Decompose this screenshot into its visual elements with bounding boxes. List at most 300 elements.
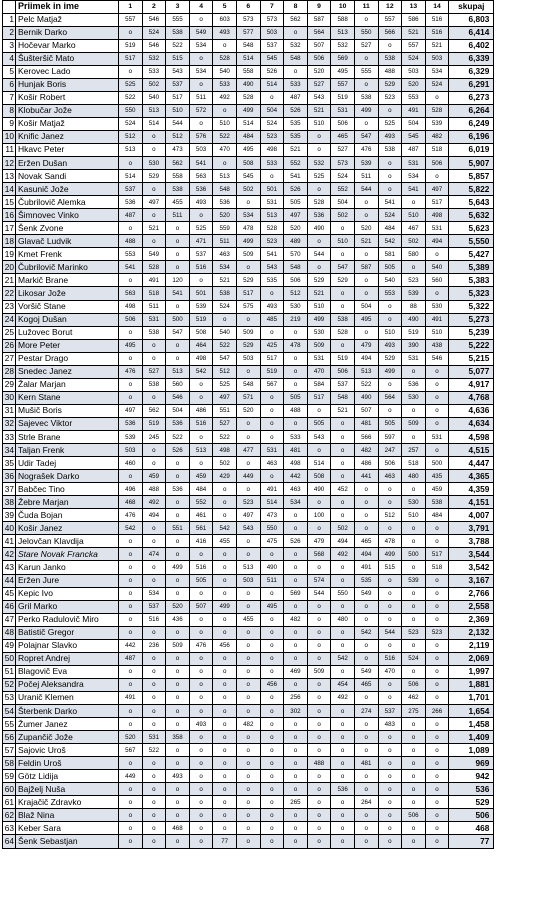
score-cell-round-14[interactable]: 539 (425, 117, 449, 130)
row-number[interactable]: 31 (3, 404, 16, 417)
score-cell-round-2[interactable]: 516 (142, 613, 166, 626)
score-cell-round-7[interactable]: 531 (260, 444, 284, 457)
total-cell[interactable]: 5,643 (449, 196, 494, 209)
score-cell-round-12[interactable]: 542 (378, 235, 402, 248)
score-cell-round-12[interactable]: 537 (378, 704, 402, 717)
score-cell-round-7[interactable]: 528 (260, 222, 284, 235)
score-cell-round-5[interactable]: o (213, 626, 237, 639)
score-cell-round-6[interactable]: o (236, 431, 260, 444)
table-row[interactable] (3, 678, 494, 691)
score-cell-round-8[interactable]: 442 (284, 470, 308, 483)
row-number[interactable]: 42 (3, 548, 16, 561)
score-cell-round-7[interactable]: o (260, 691, 284, 704)
player-name-cell[interactable]: Novak Sandi (16, 170, 119, 183)
score-cell-round-9[interactable]: 470 (307, 365, 331, 378)
score-cell-round-3[interactable]: o (166, 339, 190, 352)
score-cell-round-14[interactable]: 484 (425, 509, 449, 522)
score-cell-round-3[interactable]: o (166, 457, 190, 470)
score-cell-round-4[interactable]: 537 (189, 248, 213, 261)
score-cell-round-6[interactable]: 523 (236, 496, 260, 509)
score-cell-round-11[interactable]: o (354, 718, 378, 731)
score-cell-round-3[interactable]: o (166, 835, 190, 848)
score-cell-round-13[interactable]: 491 (402, 104, 426, 117)
score-cell-round-1[interactable]: o (119, 718, 143, 731)
score-cell-round-6[interactable]: o (236, 783, 260, 796)
score-cell-round-3[interactable]: 538 (166, 26, 190, 39)
header-round-14[interactable]: 14 (425, 1, 449, 14)
score-cell-round-1[interactable]: o (119, 835, 143, 848)
score-cell-round-6[interactable]: 529 (236, 339, 260, 352)
score-cell-round-11[interactable]: 507 (354, 404, 378, 417)
score-cell-round-9[interactable]: o (307, 704, 331, 717)
score-cell-round-7[interactable]: o (260, 757, 284, 770)
score-cell-round-10[interactable]: 502 (331, 522, 355, 535)
score-cell-round-9[interactable]: 536 (307, 209, 331, 222)
header-round-7[interactable]: 7 (260, 1, 284, 14)
score-cell-round-10[interactable]: 557 (331, 78, 355, 91)
score-cell-round-8[interactable]: 548 (284, 261, 308, 274)
total-cell[interactable]: 969 (449, 757, 494, 770)
score-cell-round-3[interactable]: o (166, 678, 190, 691)
score-cell-round-3[interactable]: 120 (166, 274, 190, 287)
player-name-cell[interactable]: Jelovčan Klavdija (16, 535, 119, 548)
score-cell-round-7[interactable]: o (260, 718, 284, 731)
row-number[interactable]: 24 (3, 313, 16, 326)
score-cell-round-7[interactable]: 485 (260, 313, 284, 326)
row-number[interactable]: 6 (3, 78, 16, 91)
score-cell-round-1[interactable]: 460 (119, 457, 143, 470)
score-cell-round-7[interactable]: 490 (260, 561, 284, 574)
score-cell-round-6[interactable]: 449 (236, 470, 260, 483)
score-cell-round-7[interactable]: 501 (260, 183, 284, 196)
score-cell-round-9[interactable]: 530 (307, 326, 331, 339)
score-cell-round-4[interactable]: 552 (189, 496, 213, 509)
score-cell-round-13[interactable]: 506 (402, 809, 426, 822)
score-cell-round-10[interactable]: o (331, 574, 355, 587)
score-cell-round-5[interactable]: o (213, 770, 237, 783)
score-cell-round-4[interactable]: o (189, 770, 213, 783)
score-cell-round-4[interactable]: o (189, 731, 213, 744)
score-cell-round-6[interactable]: 478 (236, 222, 260, 235)
score-cell-round-6[interactable]: 520 (236, 404, 260, 417)
score-cell-round-7[interactable]: o (260, 731, 284, 744)
row-number[interactable]: 33 (3, 431, 16, 444)
score-cell-round-5[interactable]: 511 (213, 235, 237, 248)
score-cell-round-2[interactable]: 513 (142, 104, 166, 117)
score-cell-round-5[interactable]: 547 (213, 352, 237, 365)
table-row[interactable] (3, 157, 494, 170)
player-name-cell[interactable]: Taljan Frenk (16, 444, 119, 457)
score-cell-round-6[interactable]: 495 (236, 143, 260, 156)
score-cell-round-5[interactable]: 499 (213, 600, 237, 613)
player-name-cell[interactable]: Pelc Matjaž (16, 13, 119, 26)
player-name-cell[interactable]: Eržen Dušan (16, 157, 119, 170)
score-cell-round-9[interactable]: o (307, 691, 331, 704)
row-number[interactable]: 48 (3, 626, 16, 639)
score-cell-round-3[interactable]: 522 (166, 431, 190, 444)
score-cell-round-1[interactable]: o (119, 796, 143, 809)
row-number[interactable]: 36 (3, 470, 16, 483)
score-cell-round-7[interactable]: 524 (260, 117, 284, 130)
score-cell-round-11[interactable]: o (354, 783, 378, 796)
total-cell[interactable]: 3,167 (449, 574, 494, 587)
score-cell-round-10[interactable]: o (331, 470, 355, 483)
score-cell-round-8[interactable]: o (284, 548, 308, 561)
total-cell[interactable]: 5,077 (449, 365, 494, 378)
score-cell-round-2[interactable]: o (142, 665, 166, 678)
score-cell-round-9[interactable]: o (307, 613, 331, 626)
score-cell-round-12[interactable]: 538 (378, 143, 402, 156)
total-cell[interactable]: 6,273 (449, 91, 494, 104)
score-cell-round-11[interactable]: 539 (354, 157, 378, 170)
score-cell-round-10[interactable]: o (331, 248, 355, 261)
score-cell-round-12[interactable]: 463 (378, 470, 402, 483)
score-cell-round-12[interactable]: 541 (378, 196, 402, 209)
table-row[interactable] (3, 13, 494, 26)
score-cell-round-6[interactable]: 545 (236, 170, 260, 183)
score-cell-round-8[interactable]: o (284, 561, 308, 574)
score-cell-round-13[interactable]: o (402, 744, 426, 757)
total-cell[interactable]: 468 (449, 822, 494, 835)
score-cell-round-5[interactable]: o (213, 574, 237, 587)
score-cell-round-9[interactable]: 528 (307, 196, 331, 209)
score-cell-round-2[interactable]: 531 (142, 313, 166, 326)
score-cell-round-13[interactable]: o (402, 796, 426, 809)
player-name-cell[interactable]: Likosar Jože (16, 287, 119, 300)
score-cell-round-1[interactable]: o (119, 26, 143, 39)
score-cell-round-6[interactable]: o (236, 600, 260, 613)
score-cell-round-9[interactable]: 509 (307, 665, 331, 678)
score-cell-round-13[interactable]: 536 (402, 378, 426, 391)
score-cell-round-1[interactable]: 541 (119, 261, 143, 274)
score-cell-round-12[interactable]: o (378, 783, 402, 796)
row-number[interactable]: 51 (3, 665, 16, 678)
score-cell-round-1[interactable]: 487 (119, 209, 143, 222)
score-cell-round-12[interactable]: 515 (378, 561, 402, 574)
score-cell-round-6[interactable]: 509 (236, 326, 260, 339)
score-cell-round-4[interactable]: 511 (189, 91, 213, 104)
score-cell-round-7[interactable]: 550 (260, 522, 284, 535)
score-cell-round-2[interactable]: 531 (142, 731, 166, 744)
total-cell[interactable]: 5,389 (449, 261, 494, 274)
score-cell-round-9[interactable]: 529 (307, 274, 331, 287)
player-name-cell[interactable]: Babčec Tino (16, 483, 119, 496)
score-cell-round-13[interactable]: o (402, 718, 426, 731)
score-cell-round-11[interactable]: o (354, 117, 378, 130)
score-cell-round-11[interactable]: o (354, 522, 378, 535)
score-cell-round-4[interactable]: o (189, 457, 213, 470)
score-cell-round-3[interactable]: 526 (166, 444, 190, 457)
score-cell-round-9[interactable]: 506 (307, 52, 331, 65)
score-cell-round-13[interactable]: 523 (402, 626, 426, 639)
total-cell[interactable]: 5,383 (449, 274, 494, 287)
header-round-11[interactable]: 11 (354, 1, 378, 14)
score-cell-round-13[interactable]: o (402, 770, 426, 783)
score-cell-round-13[interactable]: 541 (402, 183, 426, 196)
score-cell-round-12[interactable]: 493 (378, 130, 402, 143)
score-cell-round-7[interactable]: o (260, 639, 284, 652)
total-cell[interactable]: 5,215 (449, 352, 494, 365)
player-name-cell[interactable]: Knific Janez (16, 130, 119, 143)
row-number[interactable]: 12 (3, 157, 16, 170)
total-cell[interactable]: 1,881 (449, 678, 494, 691)
score-cell-round-8[interactable]: o (284, 365, 308, 378)
score-cell-round-6[interactable]: o (236, 365, 260, 378)
score-cell-round-13[interactable]: o (402, 757, 426, 770)
score-cell-round-6[interactable]: 577 (236, 26, 260, 39)
score-cell-round-6[interactable]: o (236, 770, 260, 783)
score-cell-round-3[interactable]: o (166, 626, 190, 639)
score-cell-round-6[interactable]: 558 (236, 65, 260, 78)
score-cell-round-3[interactable]: 473 (166, 143, 190, 156)
score-cell-round-5[interactable]: o (213, 587, 237, 600)
score-cell-round-10[interactable]: o (331, 731, 355, 744)
score-cell-round-6[interactable]: o (236, 796, 260, 809)
score-cell-round-8[interactable]: 534 (284, 496, 308, 509)
score-cell-round-3[interactable]: 517 (166, 91, 190, 104)
score-cell-round-13[interactable]: 586 (402, 13, 426, 26)
score-cell-round-14[interactable]: o (425, 639, 449, 652)
total-cell[interactable]: 5,550 (449, 235, 494, 248)
score-cell-round-5[interactable]: o (213, 691, 237, 704)
score-cell-round-1[interactable]: 553 (119, 248, 143, 261)
score-cell-round-12[interactable]: 478 (378, 535, 402, 548)
score-cell-round-1[interactable]: 476 (119, 509, 143, 522)
score-cell-round-8[interactable]: 219 (284, 313, 308, 326)
score-cell-round-9[interactable]: 499 (307, 313, 331, 326)
score-cell-round-12[interactable]: o (378, 522, 402, 535)
score-cell-round-14[interactable]: 516 (425, 13, 449, 26)
header-round-13[interactable]: 13 (402, 1, 426, 14)
score-cell-round-5[interactable]: o (213, 783, 237, 796)
table-row[interactable] (3, 626, 494, 639)
player-name-cell[interactable]: Strle Brane (16, 431, 119, 444)
score-cell-round-7[interactable]: 513 (260, 209, 284, 222)
total-cell[interactable]: 4,768 (449, 391, 494, 404)
total-cell[interactable]: 5,427 (449, 248, 494, 261)
player-name-cell[interactable]: Hunjak Boris (16, 78, 119, 91)
row-number[interactable]: 28 (3, 365, 16, 378)
score-cell-round-5[interactable]: o (213, 757, 237, 770)
score-cell-round-3[interactable]: o (166, 300, 190, 313)
score-cell-round-13[interactable]: 531 (402, 352, 426, 365)
total-cell[interactable]: 5,222 (449, 339, 494, 352)
score-cell-round-14[interactable]: 459 (425, 483, 449, 496)
score-cell-round-6[interactable]: o (236, 665, 260, 678)
score-cell-round-12[interactable]: 597 (378, 431, 402, 444)
score-cell-round-13[interactable]: o (402, 665, 426, 678)
score-cell-round-6[interactable]: o (236, 809, 260, 822)
score-cell-round-12[interactable]: 470 (378, 665, 402, 678)
score-cell-round-14[interactable]: o (425, 809, 449, 822)
score-cell-round-5[interactable]: 522 (213, 431, 237, 444)
score-cell-round-9[interactable]: o (307, 130, 331, 143)
score-cell-round-3[interactable]: o (166, 548, 190, 561)
score-cell-round-2[interactable]: 562 (142, 404, 166, 417)
score-cell-round-5[interactable]: o (213, 822, 237, 835)
score-cell-round-14[interactable]: o (425, 691, 449, 704)
score-cell-round-5[interactable]: 533 (213, 78, 237, 91)
score-cell-round-3[interactable]: 562 (166, 157, 190, 170)
score-cell-round-3[interactable]: 538 (166, 183, 190, 196)
score-cell-round-10[interactable]: 465 (331, 130, 355, 143)
total-cell[interactable]: 6,291 (449, 78, 494, 91)
score-cell-round-12[interactable]: 499 (378, 548, 402, 561)
score-cell-round-13[interactable]: 504 (402, 117, 426, 130)
score-cell-round-2[interactable]: 488 (142, 483, 166, 496)
score-cell-round-6[interactable]: 509 (236, 248, 260, 261)
score-cell-round-6[interactable]: o (236, 535, 260, 548)
score-cell-round-2[interactable]: 474 (142, 548, 166, 561)
score-cell-round-12[interactable]: 525 (378, 117, 402, 130)
score-cell-round-6[interactable]: o (236, 835, 260, 848)
score-cell-round-1[interactable]: 557 (119, 13, 143, 26)
score-cell-round-11[interactable]: 544 (354, 183, 378, 196)
score-cell-round-12[interactable]: o (378, 39, 402, 52)
score-cell-round-12[interactable]: 247 (378, 444, 402, 457)
score-cell-round-11[interactable]: 481 (354, 757, 378, 770)
score-cell-round-3[interactable]: o (166, 574, 190, 587)
score-cell-round-4[interactable]: 507 (189, 600, 213, 613)
score-cell-round-8[interactable]: 482 (284, 613, 308, 626)
score-cell-round-10[interactable]: 519 (331, 352, 355, 365)
total-cell[interactable]: 5,323 (449, 287, 494, 300)
score-cell-round-14[interactable]: o (425, 678, 449, 691)
score-cell-round-2[interactable]: o (142, 444, 166, 457)
score-cell-round-3[interactable]: o (166, 704, 190, 717)
player-name-cell[interactable]: Krajačič Zdravko (16, 796, 119, 809)
score-cell-round-6[interactable]: 528 (236, 91, 260, 104)
score-cell-round-8[interactable]: 505 (284, 391, 308, 404)
score-cell-round-4[interactable]: 516 (189, 561, 213, 574)
score-cell-round-2[interactable]: o (142, 809, 166, 822)
score-cell-round-11[interactable]: o (354, 809, 378, 822)
score-cell-round-3[interactable]: o (166, 783, 190, 796)
score-cell-round-14[interactable]: o (425, 248, 449, 261)
score-cell-round-12[interactable]: 512 (378, 509, 402, 522)
score-cell-round-3[interactable]: 536 (166, 417, 190, 430)
score-cell-round-6[interactable]: o (236, 731, 260, 744)
score-cell-round-8[interactable]: 256 (284, 691, 308, 704)
row-number[interactable]: 43 (3, 561, 16, 574)
score-cell-round-7[interactable]: o (260, 744, 284, 757)
score-cell-round-7[interactable]: o (260, 704, 284, 717)
table-row[interactable] (3, 404, 494, 417)
player-name-cell[interactable]: Keber Sara (16, 822, 119, 835)
score-cell-round-5[interactable]: o (213, 157, 237, 170)
score-cell-round-11[interactable]: 527 (354, 39, 378, 52)
score-cell-round-6[interactable]: o (236, 704, 260, 717)
row-number[interactable]: 4 (3, 52, 16, 65)
score-cell-round-11[interactable]: 513 (354, 365, 378, 378)
score-cell-round-10[interactable]: o (331, 796, 355, 809)
score-cell-round-1[interactable]: o (119, 587, 143, 600)
player-name-cell[interactable]: Eržen Jure (16, 574, 119, 587)
score-cell-round-3[interactable]: o (166, 796, 190, 809)
score-cell-round-4[interactable]: o (189, 835, 213, 848)
table-row[interactable] (3, 652, 494, 665)
score-cell-round-14[interactable]: 531 (425, 431, 449, 444)
row-number[interactable]: 20 (3, 261, 16, 274)
player-name-cell[interactable]: Žebre Marjan (16, 496, 119, 509)
score-cell-round-11[interactable]: o (354, 496, 378, 509)
score-cell-round-7[interactable]: o (260, 404, 284, 417)
score-cell-round-13[interactable]: 545 (402, 130, 426, 143)
score-cell-round-1[interactable]: o (119, 665, 143, 678)
score-cell-round-5[interactable]: 559 (213, 222, 237, 235)
row-number[interactable]: 46 (3, 600, 16, 613)
score-cell-round-11[interactable]: o (354, 209, 378, 222)
score-cell-round-1[interactable]: o (119, 574, 143, 587)
score-cell-round-4[interactable]: o (189, 274, 213, 287)
score-cell-round-9[interactable]: o (307, 183, 331, 196)
score-cell-round-10[interactable]: 495 (331, 65, 355, 78)
score-cell-round-4[interactable]: 461 (189, 509, 213, 522)
score-cell-round-9[interactable]: 544 (307, 587, 331, 600)
score-cell-round-7[interactable]: o (260, 417, 284, 430)
score-cell-round-3[interactable]: 358 (166, 731, 190, 744)
row-number[interactable]: 29 (3, 378, 16, 391)
score-cell-round-1[interactable]: o (119, 613, 143, 626)
score-cell-round-6[interactable]: o (236, 483, 260, 496)
score-cell-round-5[interactable]: 548 (213, 183, 237, 196)
score-cell-round-14[interactable]: o (425, 170, 449, 183)
total-cell[interactable]: 6,249 (449, 117, 494, 130)
score-cell-round-8[interactable]: 532 (284, 39, 308, 52)
score-cell-round-11[interactable]: 549 (354, 587, 378, 600)
score-cell-round-8[interactable]: 506 (284, 274, 308, 287)
score-cell-round-9[interactable]: 508 (307, 470, 331, 483)
score-cell-round-4[interactable]: o (189, 548, 213, 561)
score-cell-round-5[interactable]: 527 (213, 417, 237, 430)
score-cell-round-4[interactable]: o (189, 744, 213, 757)
table-row[interactable] (3, 444, 494, 457)
score-cell-round-13[interactable]: 487 (402, 143, 426, 156)
score-cell-round-10[interactable]: 573 (331, 157, 355, 170)
score-cell-round-4[interactable]: 534 (189, 39, 213, 52)
score-cell-round-2[interactable]: o (142, 770, 166, 783)
total-cell[interactable]: 4,917 (449, 378, 494, 391)
total-cell[interactable]: 4,636 (449, 404, 494, 417)
score-cell-round-5[interactable]: o (213, 718, 237, 731)
score-cell-round-2[interactable]: 532 (142, 52, 166, 65)
score-cell-round-7[interactable]: 493 (260, 300, 284, 313)
header-round-4[interactable]: 4 (189, 1, 213, 14)
row-number[interactable]: 58 (3, 757, 16, 770)
total-cell[interactable]: 1,409 (449, 731, 494, 744)
score-cell-round-11[interactable]: o (354, 78, 378, 91)
player-name-cell[interactable]: Klobučar Jože (16, 104, 119, 117)
score-cell-round-10[interactable]: o (331, 222, 355, 235)
table-row[interactable] (3, 287, 494, 300)
score-cell-round-11[interactable]: 494 (354, 548, 378, 561)
total-cell[interactable]: 77 (449, 835, 494, 848)
table-row[interactable] (3, 222, 494, 235)
score-cell-round-5[interactable]: 498 (213, 444, 237, 457)
score-cell-round-10[interactable]: o (331, 444, 355, 457)
score-cell-round-4[interactable]: 513 (189, 444, 213, 457)
total-cell[interactable]: 4,515 (449, 444, 494, 457)
table-row[interactable] (3, 104, 494, 117)
score-cell-round-1[interactable]: 536 (119, 417, 143, 430)
header-round-9[interactable]: 9 (307, 1, 331, 14)
player-name-cell[interactable]: Feldin Uroš (16, 757, 119, 770)
score-cell-round-11[interactable]: 264 (354, 796, 378, 809)
score-cell-round-12[interactable]: o (378, 835, 402, 848)
score-cell-round-1[interactable]: 513 (119, 143, 143, 156)
player-name-cell[interactable]: Šenk Sebastjan (16, 835, 119, 848)
total-cell[interactable]: 3,544 (449, 548, 494, 561)
